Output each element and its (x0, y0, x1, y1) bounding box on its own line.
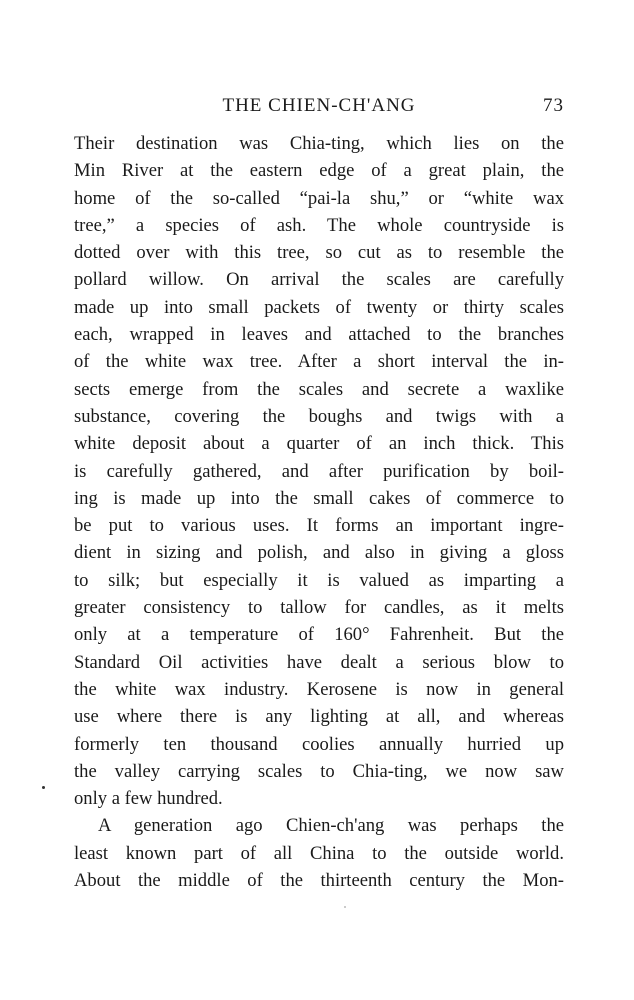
text-line: Their destination was Chia-ting, which lies on the (74, 133, 564, 154)
text-line: sects emerge from the scales and secrete a waxlike (74, 378, 564, 400)
text-line: formerly ten thousand coolies annually hurried up (74, 733, 564, 755)
text-line: only at a temperature of 160° Fahrenheit. But the (74, 624, 564, 646)
running-head (74, 95, 564, 121)
text-line: About the middle of the thirteenth century the Mon- (74, 870, 564, 892)
paragraph-1 (74, 130, 564, 812)
text-line: substance, covering the boughs and twigs with a (74, 405, 564, 427)
ink-speck (344, 906, 346, 908)
text-line: white deposit about a quarter of an inch thick. This (74, 433, 564, 455)
text-line: is carefully gathered, and after purification by boil- (74, 460, 564, 482)
text-line: home of the so-called “pai-la shu,” or “white wax (74, 187, 564, 209)
text-line: dient in sizing and polish, and also in giving a gloss (74, 542, 564, 564)
text-line: only a few hundred. (74, 788, 223, 810)
ink-speck (42, 786, 45, 789)
text-line: tree,” a species of ash. The whole countryside is (74, 214, 564, 236)
paragraph-2 (74, 812, 564, 894)
running-title: THE CHIEN-CH'ANG (222, 95, 416, 116)
page-number: 73 (543, 95, 564, 116)
text-line: to silk; but especially it is valued as imparting a (74, 569, 564, 591)
text-line: least known part of all China to the outside world. (74, 842, 564, 864)
text-line: greater consistency to tallow for candles, as it melts (74, 597, 564, 619)
text-line: A generation ago Chien-ch'ang was perhaps the (98, 815, 564, 837)
text-line: pollard willow. On arrival the scales are carefully (74, 269, 564, 291)
text-line: made up into small packets of twenty or thirty scales (74, 296, 564, 318)
text-line: the white wax industry. Kerosene is now in general (74, 678, 564, 700)
text-line: ing is made up into the small cakes of commerce to (74, 487, 564, 509)
text-line: each, wrapped in leaves and attached to the branches (74, 324, 564, 346)
text-line: Standard Oil activities have dealt a serious blow to (74, 651, 564, 673)
text-line: the valley carrying scales to Chia-ting, we now saw (74, 760, 564, 782)
text-line: use where there is any lighting at all, and whereas (74, 706, 564, 728)
body-text (74, 130, 564, 894)
text-line: Min River at the eastern edge of a great plain, the (74, 160, 564, 182)
text-line: of the white wax tree. After a short interval the in- (74, 351, 564, 373)
text-line: dotted over with this tree, so cut as to resemble the (74, 242, 564, 264)
text-line: be put to various uses. It forms an important ingre- (74, 515, 564, 537)
